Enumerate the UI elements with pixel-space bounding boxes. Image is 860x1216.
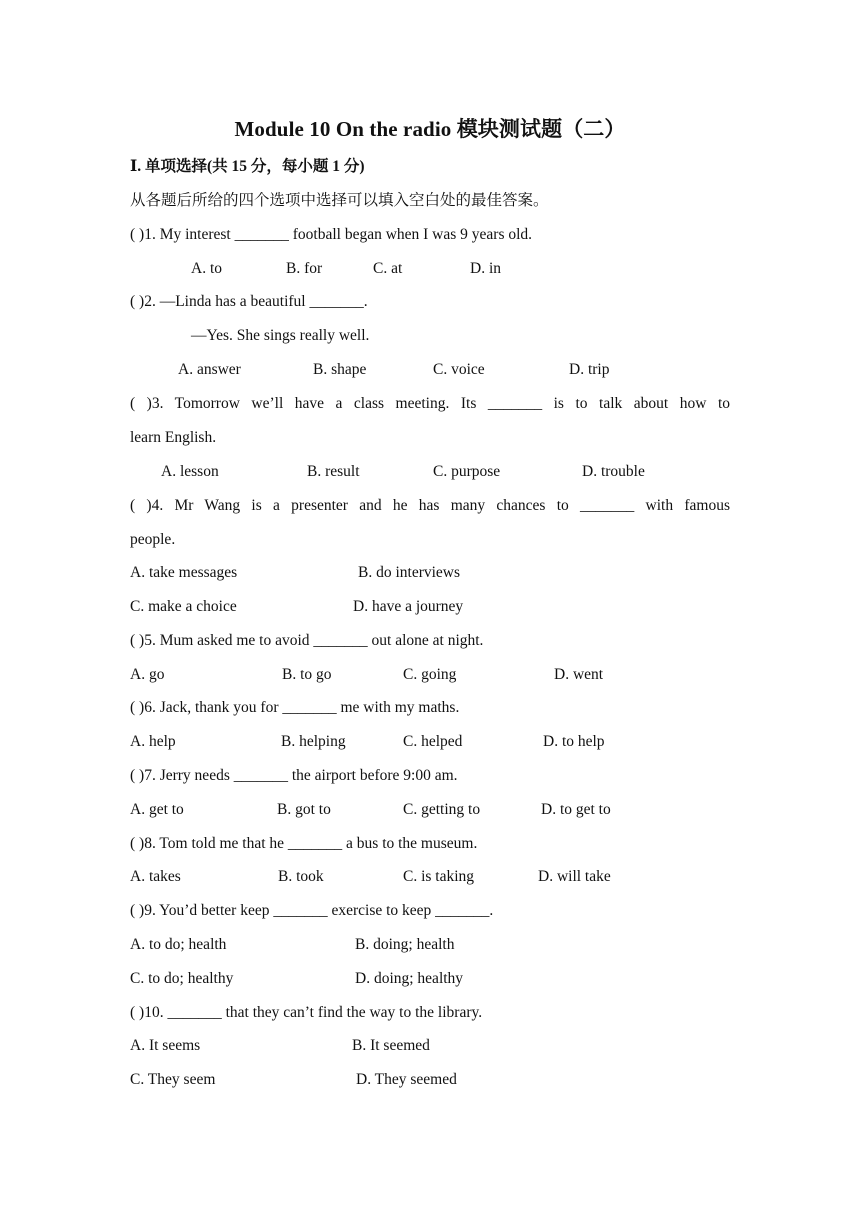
q4-option-a: A. take messages <box>130 564 238 581</box>
question-6-stem: ( )6. Jack, thank you for _______ me with my maths. <box>130 699 460 716</box>
section-heading: Ⅰ. 单项选择(共 15 分，每小题 1 分) <box>130 158 365 175</box>
question-1-stem: ( )1. My interest _______ football began when I was 9 years old. <box>130 226 533 243</box>
section-instruction: 从各题后所给的四个选项中选择可以填入空白处的最佳答案。 <box>130 192 549 209</box>
q4-option-d: D. have a journey <box>353 598 464 615</box>
q9-option-a: A. to do; health <box>130 936 227 953</box>
q2-option-b: B. shape <box>313 361 367 378</box>
q8-option-a: A. takes <box>130 868 181 885</box>
question-7-stem: ( )7. Jerry needs _______ the airport before 9:00 am. <box>130 767 458 784</box>
q4-option-c: C. make a choice <box>130 598 237 615</box>
q7-option-d: D. to get to <box>541 801 611 818</box>
q3-option-d: D. trouble <box>582 463 645 480</box>
q2-option-a: A. answer <box>178 361 241 378</box>
question-3-stem-cont: learn English. <box>130 429 217 446</box>
question-10-stem: ( )10. _______ that they can’t find the way to the library. <box>130 1004 483 1021</box>
question-4-stem-cont: people. <box>130 531 176 548</box>
q5-option-a: A. go <box>130 666 165 683</box>
q2-option-c: C. voice <box>433 361 485 378</box>
q10-option-d: D. They seemed <box>356 1071 457 1088</box>
question-9-stem: ( )9. You’d better keep _______ exercise to keep _______. <box>130 902 494 919</box>
q1-option-b: B. for <box>286 260 323 277</box>
question-3-stem: ( )3. Tomorrow we’ll have a class meeting. Its _______ is to talk about how to <box>130 395 730 412</box>
question-8-stem: ( )8. Tom told me that he _______ a bus to the museum. <box>130 835 478 852</box>
q5-option-d: D. went <box>554 666 604 683</box>
q3-option-c: C. purpose <box>433 463 501 480</box>
q9-option-c: C. to do; healthy <box>130 970 234 987</box>
q8-option-c: C. is taking <box>403 868 475 885</box>
q6-option-c: C. helped <box>403 733 463 750</box>
question-4-stem: ( )4. Mr Wang is a presenter and he has many chances to _______ with famous <box>130 497 730 514</box>
q2-option-d: D. trip <box>569 361 610 378</box>
q7-option-c: C. getting to <box>403 801 481 818</box>
q5-option-c: C. going <box>403 666 457 683</box>
q10-option-c: C. They seem <box>130 1071 216 1088</box>
q7-option-a: A. get to <box>130 801 184 818</box>
q10-option-b: B. It seemed <box>352 1037 430 1054</box>
q6-option-b: B. helping <box>281 733 346 750</box>
q7-option-b: B. got to <box>277 801 331 818</box>
q8-option-b: B. took <box>278 868 324 885</box>
q3-option-a: A. lesson <box>161 463 219 480</box>
q9-option-d: D. doing; healthy <box>355 970 464 987</box>
q6-option-a: A. help <box>130 733 176 750</box>
q1-option-a: A. to <box>191 260 222 277</box>
q10-option-a: A. It seems <box>130 1037 201 1054</box>
question-2-stem: ( )2. —Linda has a beautiful _______. <box>130 293 368 310</box>
q9-option-b: B. doing; health <box>355 936 455 953</box>
page-title: Module 10 On the radio 模块测试题（二） <box>234 117 626 141</box>
question-5-stem: ( )5. Mum asked me to avoid _______ out alone at night. <box>130 632 484 649</box>
q1-option-d: D. in <box>470 260 501 277</box>
question-2-reply: —Yes. She sings really well. <box>191 327 370 344</box>
q6-option-d: D. to help <box>543 733 605 750</box>
q8-option-d: D. will take <box>538 868 611 885</box>
q1-option-c: C. at <box>373 260 403 277</box>
q3-option-b: B. result <box>307 463 360 480</box>
q5-option-b: B. to go <box>282 666 332 683</box>
q4-option-b: B. do interviews <box>358 564 461 581</box>
